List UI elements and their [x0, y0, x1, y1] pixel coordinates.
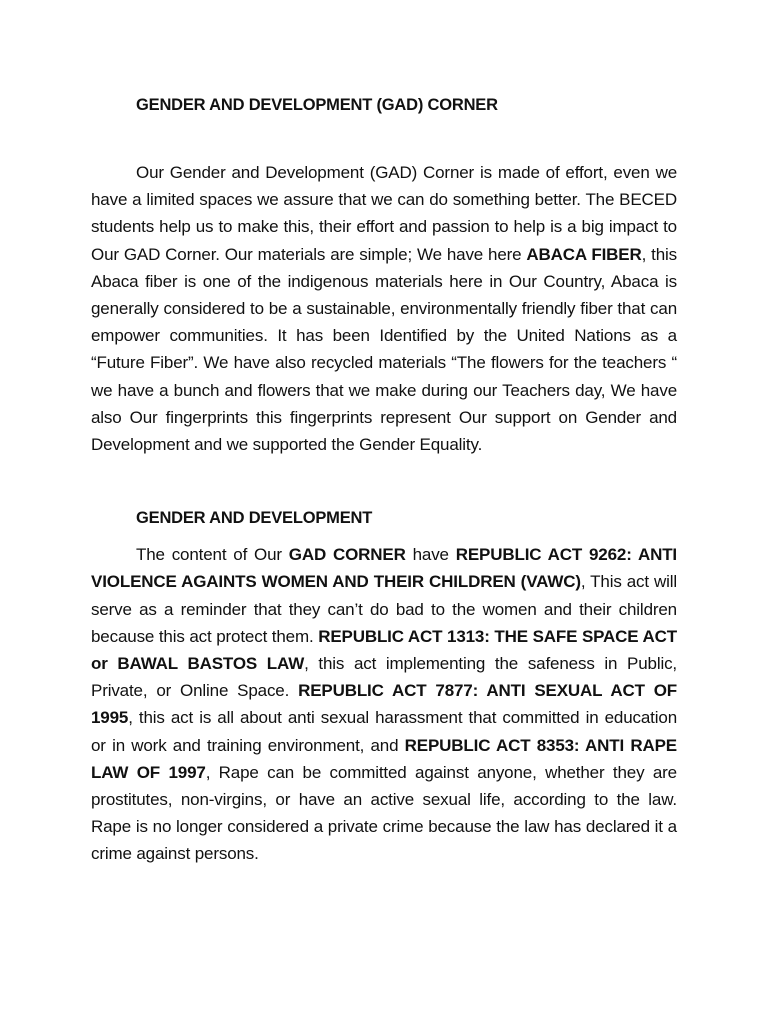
paragraph-text: , this act is all about anti sexual harassment that committed in education or in work and training environment, and [91, 708, 677, 755]
paragraph-bold-text: REPUBLIC ACT 9262: ANTI VIOLENCE AGAINTS WOMEN AND THEIR CHILDREN (VAWC) [91, 545, 678, 592]
paragraph-text: The content of Our [136, 545, 289, 565]
paragraph-text: , Rape can be committed against anyone, whether they are prostitutes, non-virgins, or have an active sexual life, according to the law. Rape is no longer considered a private crime because the law has declared it a crime against persons. [91, 762, 677, 864]
paragraph-bold-text: ABACA FIBER [526, 244, 642, 264]
paragraph-bold-text: GAD CORNER [288, 545, 406, 565]
paragraph-text: have [405, 545, 456, 565]
section-heading-gad-corner: GENDER AND DEVELOPMENT (GAD) CORNER [136, 96, 498, 114]
paragraph-bold-text: REPUBLIC ACT 8353: ANTI RAPE LAW OF 1997 [91, 735, 677, 782]
section-heading-gender-development: GENDER AND DEVELOPMENT [136, 509, 373, 528]
paragraph-text: Our Gender and Development (GAD) Corner is made of effort, even we have a limited spaces we assure that we can do something better. The BECED students help us to make this, their effort and passion to help is a big impact to Our GAD Corner. Our materials are simple; We have here [91, 163, 677, 264]
paragraph-text: , This act will serve as a reminder that they can’t do bad to the women and their children because this act protect them. [91, 572, 677, 646]
paragraph-bold-text: REPUBLIC ACT 1313: THE SAFE SPACE ACT or BAWAL BASTOS LAW [91, 626, 677, 674]
paragraph-bold-text: REPUBLIC ACT 7877: ANTI SEXUAL ACT OF 1995 [91, 681, 677, 728]
paragraph-text: , this Abaca fiber is one of the indigenous materials here in Our Country, Abaca is generally considered to be a sustainable, environmentally friendly fiber that can empower communities. It has been Identified by the United Nations as a “Future Fiber”. We have also recycled materials “The flowers for the teachers “ we have a bunch and flowers that we make during our Teachers day, We have also Our fingerprints this fingerprints represent Our support on Gender and Development and we supported the Gender Equality. [91, 244, 677, 455]
document-body [91, 92, 677, 868]
gad-content-paragraph [91, 541, 677, 867]
paragraph-text: , this act implementing the safeness in Public, Private, or Online Space. [91, 654, 677, 701]
gad-corner-paragraph [91, 159, 677, 458]
